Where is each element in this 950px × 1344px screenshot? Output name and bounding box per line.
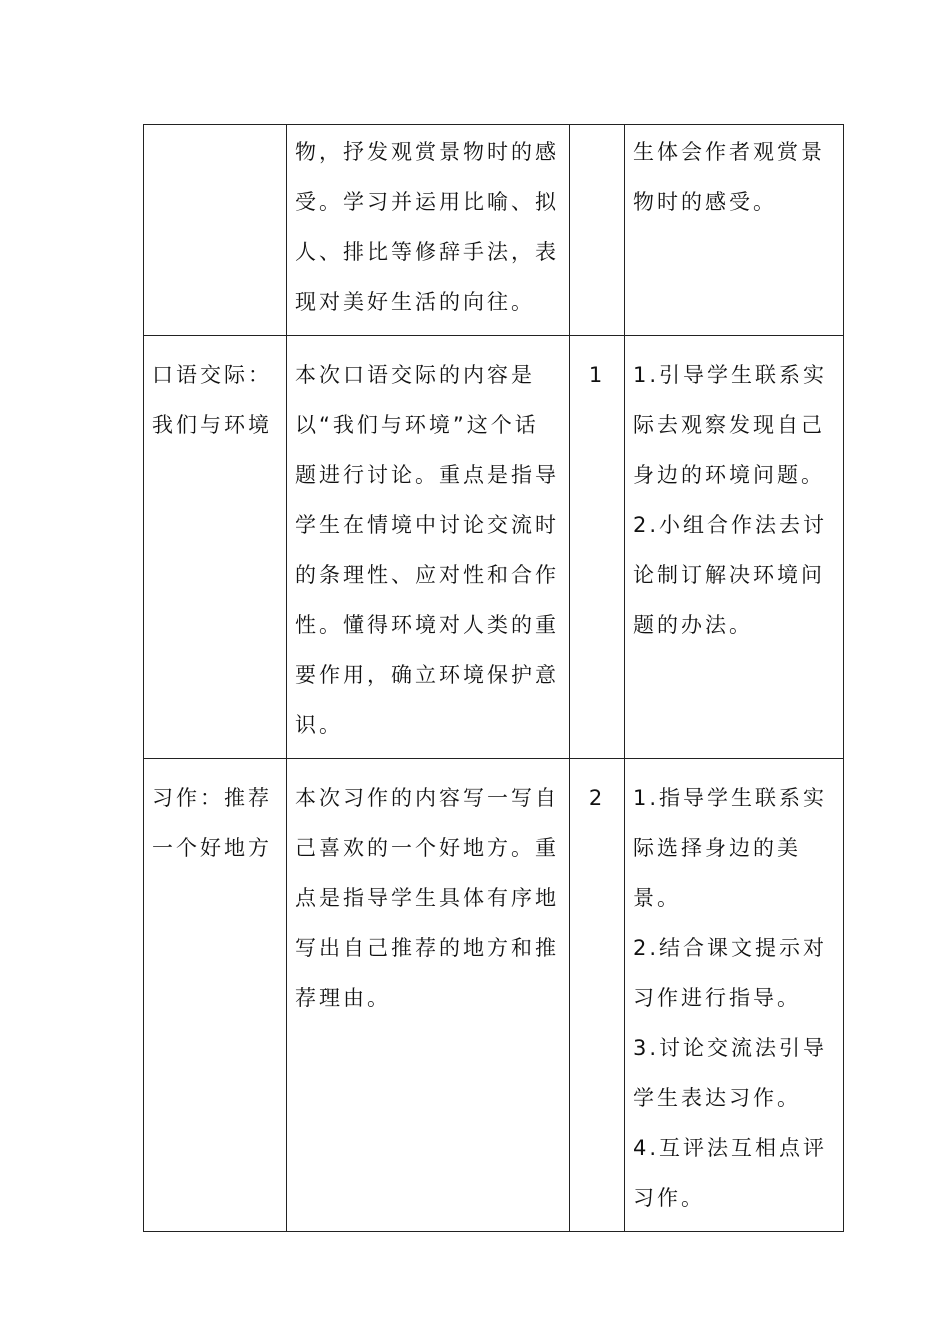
content-cell: 物，抒发观赏景物时的感受。学习并运用比喻、拟人、排比等修辞手法，表现对美好生活的向往。 <box>287 125 570 336</box>
hours-cell: 1 <box>570 336 625 759</box>
method-item: 1.引导学生联系实际去观察发现自己身边的环境问题。 <box>633 363 828 487</box>
method-item: 4.互评法互相点评习作。 <box>633 1136 828 1210</box>
methods-cell <box>625 336 844 759</box>
methods-cell <box>625 759 844 1232</box>
methods-cell <box>625 125 844 336</box>
topic-cell: 习作：推荐一个好地方 <box>144 759 287 1232</box>
method-item: 2.小组合作法去讨论制订解决环境问题的办法。 <box>633 513 828 637</box>
method-item: 1.指导学生联系实际选择身边的美景。 <box>633 786 828 910</box>
table-row <box>144 125 844 336</box>
hours-cell <box>570 125 625 336</box>
method-item: 2.结合课文提示对习作进行指导。 <box>633 936 828 1010</box>
lesson-plan-table <box>143 124 844 1232</box>
hours-cell: 2 <box>570 759 625 1232</box>
content-cell: 本次习作的内容写一写自己喜欢的一个好地方。重点是指导学生具体有序地写出自己推荐的地方和推荐理由。 <box>287 759 570 1232</box>
content-cell: 本次口语交际的内容是以“我们与环境”这个话题进行讨论。重点是指导学生在情境中讨论交流时的条理性、应对性和合作性。懂得环境对人类的重要作用，确立环境保护意识。 <box>287 336 570 759</box>
topic-cell: 口语交际：我们与环境 <box>144 336 287 759</box>
topic-cell <box>144 125 287 336</box>
method-item: 3.讨论交流法引导学生表达习作。 <box>633 1036 828 1110</box>
table-row <box>144 336 844 759</box>
method-item: 生体会作者观赏景物时的感受。 <box>633 140 825 214</box>
table-row <box>144 759 844 1232</box>
